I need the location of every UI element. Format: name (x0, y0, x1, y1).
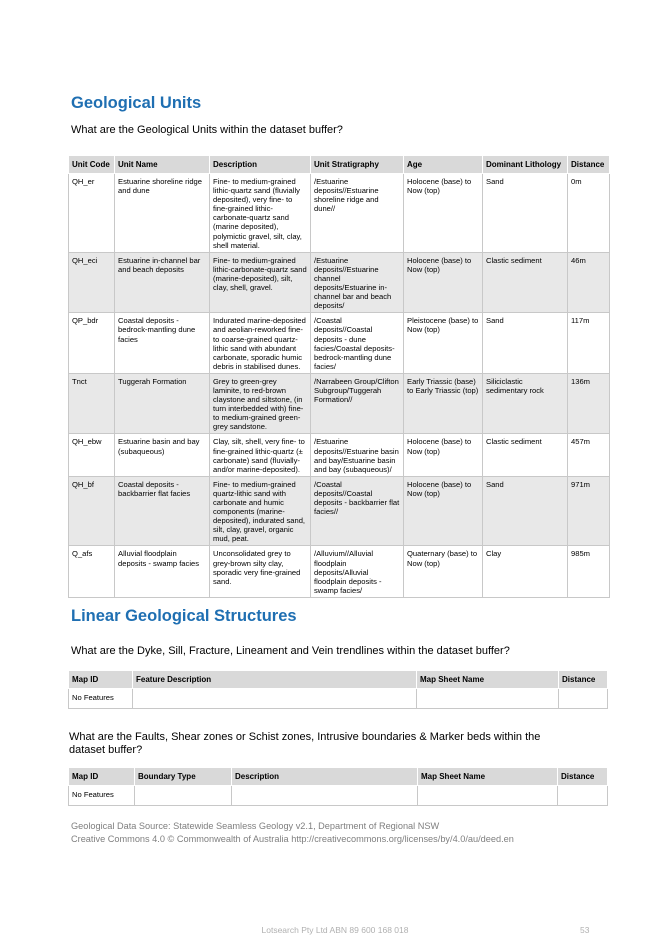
table-row (69, 689, 608, 709)
col-header-map-id: Map ID (69, 768, 135, 786)
faults-question: What are the Faults, Shear zones or Schist zones, Intrusive boundaries & Marker beds within the dataset buffer? (69, 731, 541, 756)
table-row (69, 786, 608, 806)
cell-unit-stratigraphy: /Estuarine deposits//Estuarine shoreline ridge and dune// (311, 174, 404, 253)
cell-dominant-lithology: Sand (483, 313, 568, 374)
col-header-distance: Distance (558, 768, 608, 786)
table-row (69, 373, 610, 434)
cell-description: Unconsolidated grey to grey-brown silty clay, sporadic very fine-grained sand. (210, 546, 311, 597)
table-row (69, 174, 610, 253)
table-row (69, 546, 610, 597)
cell-unit-code: QH_eci (69, 252, 115, 313)
col-header-boundary-type: Boundary Type (135, 768, 232, 786)
cell-unit-name: Coastal deposits - bedrock-mantling dune facies (115, 313, 210, 374)
linear-structures-title: Linear Geological Structures (71, 607, 297, 625)
cell-age: Holocene (base) to Now (top) (404, 476, 483, 546)
table-header-row (69, 156, 610, 174)
cell-unit-name: Estuarine shoreline ridge and dune (115, 174, 210, 253)
col-header-description: Description (232, 768, 418, 786)
table-row (69, 313, 610, 374)
col-header-map-id: Map ID (69, 671, 133, 689)
cell-unit-code: Q_afs (69, 546, 115, 597)
geological-units-title: Geological Units (71, 94, 202, 112)
trendlines-question: What are the Dyke, Sill, Fracture, Lineament and Vein trendlines within the dataset buffer? (71, 645, 510, 657)
cell-dominant-lithology: Clastic sediment (483, 434, 568, 476)
cell-unit-code: QH_er (69, 174, 115, 253)
cell-unit-name: Estuarine in-channel bar and beach deposits (115, 252, 210, 313)
col-header-dominant-lithology: Dominant Lithology (483, 156, 568, 174)
col-header-feature-description: Feature Description (133, 671, 417, 689)
cell-unit-code: QH_bf (69, 476, 115, 546)
trendlines-table (68, 670, 608, 709)
cell-empty (417, 689, 559, 709)
cell-unit-name: Estuarine basin and bay (subaqueous) (115, 434, 210, 476)
cell-distance: 136m (568, 373, 610, 434)
col-header-unit-code: Unit Code (69, 156, 115, 174)
col-header-distance: Distance (559, 671, 608, 689)
footer-company: Lotsearch Pty Ltd ABN 89 600 168 018 (261, 925, 409, 935)
col-header-unit-stratigraphy: Unit Stratigraphy (311, 156, 404, 174)
cell-dominant-lithology: Clastic sediment (483, 252, 568, 313)
cell-distance: 971m (568, 476, 610, 546)
cell-empty (418, 786, 558, 806)
cell-empty (558, 786, 608, 806)
table-row (69, 476, 610, 546)
geological-units-question: What are the Geological Units within the dataset buffer? (71, 124, 343, 136)
cell-unit-code: Tnct (69, 373, 115, 434)
cell-unit-stratigraphy: /Coastal deposits//Coastal deposits - backbarrier flat facies// (311, 476, 404, 546)
cell-no-features: No Features (69, 786, 135, 806)
faults-table (68, 767, 608, 806)
cell-age: Early Triassic (base) to Early Triassic (top) (404, 373, 483, 434)
geological-units-table (68, 155, 610, 598)
cell-dominant-lithology: Sand (483, 174, 568, 253)
cell-unit-code: QP_bdr (69, 313, 115, 374)
cell-dominant-lithology: Clay (483, 546, 568, 597)
cell-no-features: No Features (69, 689, 133, 709)
cell-unit-stratigraphy: /Estuarine deposits//Estuarine basin and bay/Estuarine basin and bay (subaqueous)/ (311, 434, 404, 476)
table-row (69, 434, 610, 476)
cell-distance: 457m (568, 434, 610, 476)
cell-unit-stratigraphy: /Narrabeen Group/Clifton Subgroup/Tuggerah Formation// (311, 373, 404, 434)
col-header-distance: Distance (568, 156, 610, 174)
cell-unit-code: QH_ebw (69, 434, 115, 476)
col-header-unit-name: Unit Name (115, 156, 210, 174)
cell-description: Fine- to medium-grained quartz-lithic sand with carbonate and humic components (marine-deposited), indurated sand, silt, clay, gravel, organic mud, peat. (210, 476, 311, 546)
cell-age: Holocene (base) to Now (top) (404, 174, 483, 253)
cell-dominant-lithology: Siliciclastic sedimentary rock (483, 373, 568, 434)
cell-age: Pleistocene (base) to Now (top) (404, 313, 483, 374)
col-header-map-sheet-name: Map Sheet Name (418, 768, 558, 786)
table-header-row (69, 768, 608, 786)
cell-description: Indurated marine-deposited and aeolian-reworked fine- to coarse-grained quartz-lithic sand with abundant carbonate, sporadic humic debris in stabilised dunes. (210, 313, 311, 374)
cell-unit-name: Coastal deposits - backbarrier flat facies (115, 476, 210, 546)
col-header-age: Age (404, 156, 483, 174)
cell-description: Clay, silt, shell, very fine- to fine-grained lithic-quartz (± carbonate) sand (fluvially-and/or marine-deposited). (210, 434, 311, 476)
license-line: Creative Commons 4.0 © Commonwealth of Australia http://creativecommons.org/licenses/by/4.0/au/deed.en (71, 834, 514, 844)
cell-distance: 117m (568, 313, 610, 374)
page-number: 53 (580, 925, 590, 935)
cell-description: Grey to green-grey laminite, to red-brown claystone and siltstone, (in turn interbedded with) fine- to medium-grained green-grey sandstone. (210, 373, 311, 434)
cell-distance: 985m (568, 546, 610, 597)
cell-age: Quaternary (base) to Now (top) (404, 546, 483, 597)
cell-distance: 0m (568, 174, 610, 253)
data-source-line: Geological Data Source: Statewide Seamless Geology v2.1, Department of Regional NSW (71, 821, 440, 831)
col-header-description: Description (210, 156, 311, 174)
cell-age: Holocene (base) to Now (top) (404, 252, 483, 313)
cell-unit-stratigraphy: /Alluvium//Alluvial floodplain deposits/Alluvial floodplain deposits - swamp facies/ (311, 546, 404, 597)
col-header-map-sheet-name: Map Sheet Name (417, 671, 559, 689)
cell-description: Fine- to medium-grained lithic-carbonate-quartz sand (marine-deposited), silt, clay, shell, gravel. (210, 252, 311, 313)
table-row (69, 252, 610, 313)
cell-distance: 46m (568, 252, 610, 313)
cell-empty (559, 689, 608, 709)
cell-unit-name: Tuggerah Formation (115, 373, 210, 434)
cell-empty (135, 786, 232, 806)
cell-unit-stratigraphy: /Estuarine deposits//Estuarine channel deposits/Estuarine in-channel bar and beach deposits/ (311, 252, 404, 313)
cell-dominant-lithology: Sand (483, 476, 568, 546)
cell-unit-name: Alluvial floodplain deposits - swamp facies (115, 546, 210, 597)
cell-description: Fine- to medium-grained lithic-quartz sand (fluvially deposited), very fine- to fine-grained lithic-carbonate-quartz sand (marine deposited), polymictic gravel, silt, clay, shell material. (210, 174, 311, 253)
cell-empty (232, 786, 418, 806)
table-header-row (69, 671, 608, 689)
cell-age: Holocene (base) to Now (top) (404, 434, 483, 476)
cell-empty (133, 689, 417, 709)
cell-unit-stratigraphy: /Coastal deposits//Coastal deposits - dune facies/Coastal deposits-bedrock-mantling dune facies/ (311, 313, 404, 374)
